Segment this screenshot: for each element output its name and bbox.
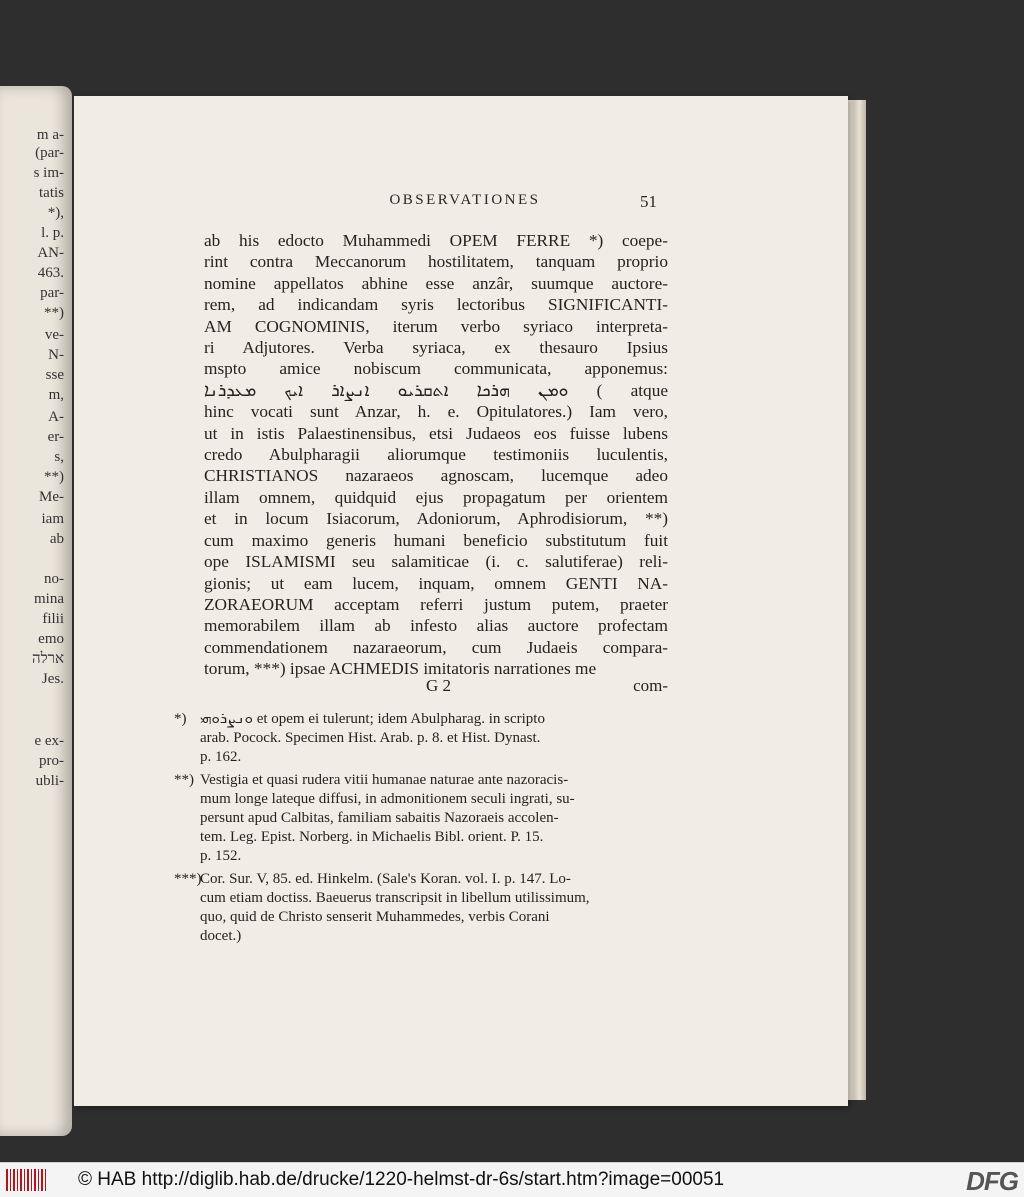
signature-mark: G 2	[426, 676, 452, 695]
left-page-fragment: no-	[44, 571, 64, 587]
footnote-line: Vestigia et quasi rudera vitii humanae naturae ante nazoracis-	[200, 771, 569, 788]
footnotes	[174, 710, 668, 949]
footnote-line: mum longe lateque diffusi, in admonitionem seculi ingrati, su-	[200, 790, 575, 807]
left-page-fragment: *),	[47, 205, 64, 221]
left-page-fragment: **)	[44, 469, 64, 485]
left-page-fragment: AN-	[37, 245, 64, 261]
left-page-fragment: iam	[41, 511, 64, 527]
left-page-fragment: filii	[42, 611, 64, 627]
left-page-fragment: m a-	[36, 127, 64, 143]
left-page-fragment: A-	[48, 409, 64, 425]
left-page-fragment: sse	[45, 367, 64, 383]
catchword: com-	[633, 676, 668, 695]
body-line: ܘܡܢ ܗܪܟܐ ܐܬܩܪܝܘ ܐܢܨܐܪ ܐܝܟ ܡܥܕܪܢܐ ( atque	[204, 380, 668, 400]
footnote	[174, 710, 668, 768]
footnote-mark: ***)	[174, 870, 202, 887]
body-line: credo Abulpharagii aliorumque testimoniis luculentis,	[204, 445, 668, 465]
left-page-fragment: **)	[44, 305, 64, 321]
book-page	[74, 96, 848, 1106]
body-line: commendationem nazaraeorum, cum Judaeis compara-	[204, 637, 668, 657]
running-head: OBSERVATIONES	[389, 192, 541, 208]
footnote-line: p. 162.	[200, 749, 242, 766]
left-page-fragment: N-	[48, 347, 64, 363]
left-page-edge	[0, 86, 72, 1136]
body-line: ZORAEORUM acceptam referri justum putem, praeter	[204, 594, 668, 614]
body-line: rint contra Meccanorum hostilitatem, tanquam proprio	[204, 252, 668, 272]
left-page-fragment: ve-	[44, 327, 64, 343]
body-line: ope ISLAMISMI seu salamiticae (i. c. salutiferae) reli-	[204, 552, 668, 572]
footnote-line: tem. Leg. Epist. Norberg. in Michaelis Bibl. orient. P. 15.	[200, 829, 544, 846]
page-number: 51	[640, 192, 657, 211]
footnote-line: p. 152.	[200, 848, 242, 865]
copyright-link[interactable]: © HAB http://diglib.hab.de/drucke/1220-helmst-dr-6s/start.htm?image=00051	[78, 1169, 725, 1190]
left-page-fragment: ubli-	[35, 773, 64, 789]
footnote-mark: *)	[174, 711, 187, 727]
body-line: CHRISTIANOS nazaraeos agnoscam, lucemque adeo	[204, 466, 668, 486]
body-line: memorabilem illam ab infesto alias auctore profectam	[204, 616, 668, 636]
footnote-line: Cor. Sur. V, 85. ed. Hinkelm. (Sale's Koran. vol. I. p. 147. Lo-	[200, 870, 571, 887]
body-line: ut in istis Palaestinensibus, etsi Judaeos eos fuisse lubens	[204, 423, 668, 443]
body-line: illam omnem, quidquid ejus propagatum per orientem	[204, 487, 668, 507]
left-page-fragment: s,	[54, 449, 64, 465]
left-page-fragment: m,	[48, 387, 64, 403]
left-page-fragment: emo	[38, 631, 64, 647]
left-page-fragment: ab	[49, 531, 64, 547]
left-page-fragment: er-	[47, 429, 64, 445]
footnote-line: ܘܢܨܪܘܗܝ et opem ei tulerunt; idem Abulpharag. in scripto	[200, 711, 545, 727]
body-line: hinc vocati sunt Anzar, h. e. Opitulatores.) Iam vero,	[204, 402, 668, 422]
left-page-fragment: ארלה	[31, 651, 64, 667]
left-page-fragment: 463.	[37, 265, 64, 281]
left-page-fragment: tatis	[39, 185, 64, 201]
left-page-fragment: l. p.	[41, 225, 64, 241]
footnote-line: cum etiam doctiss. Baeuerus transcripsit in libellum utilissimum,	[200, 889, 590, 906]
left-page-fragment: mina	[34, 591, 64, 607]
left-page-fragment: Jes.	[41, 671, 64, 687]
body-line: mspto amice nobiscum communicata, apponemus:	[204, 359, 668, 379]
body-line: et in locum Isiacorum, Adoniorum, Aphrodisiorum, **)	[204, 509, 668, 529]
body-line: rem, ad indicandam syris lectoribus SIGNIFICANTI-	[204, 295, 668, 315]
dfg-logo: DFG	[966, 1166, 1018, 1196]
barcode-icon	[6, 1169, 46, 1191]
body-line: torum, ***) ipsae ACHMEDIS imitatoris narrationes me	[204, 659, 597, 679]
left-page-fragment: Me-	[39, 489, 64, 505]
footnote-line: docet.)	[200, 928, 242, 945]
left-page-fragment: (par-	[35, 145, 64, 161]
body-line: AM COGNOMINIS, iterum verbo syriaco interpreta-	[204, 316, 668, 336]
left-page-fragment: par-	[40, 285, 64, 301]
left-page-fragment: e ex-	[34, 733, 64, 749]
body-line: nomine appellatos abhine esse anzâr, suumque auctore-	[204, 273, 668, 293]
left-page-fragment: s im-	[33, 165, 64, 181]
footnote-line: persunt apud Calbitas, familiam sabaitis Nazoraeis accolen-	[200, 810, 559, 827]
footnote	[174, 870, 668, 947]
body-line: ab his edocto Muhammedi OPEM FERRE *) coepe-	[204, 231, 668, 250]
footnote-line: quo, quid de Christo senserit Muhammedes, verbis Corani	[200, 909, 550, 926]
body-line: ri Adjutores. Verba syriaca, ex thesauro Ipsius	[204, 338, 668, 358]
body-line: gionis; ut eam lucem, inquam, omnem GENTI NA-	[204, 573, 668, 593]
footnote-mark: **)	[174, 771, 194, 788]
body-line: cum maximo generis humani beneficio substitutum fuit	[204, 530, 668, 550]
signature-row	[204, 676, 668, 698]
footnote-line: arab. Pocock. Specimen Hist. Arab. p. 8. et Hist. Dynast.	[200, 730, 541, 747]
footnote	[174, 771, 668, 867]
left-page-fragment: pro-	[39, 753, 64, 769]
body-text	[204, 230, 668, 680]
viewer-footer	[0, 1162, 1024, 1197]
